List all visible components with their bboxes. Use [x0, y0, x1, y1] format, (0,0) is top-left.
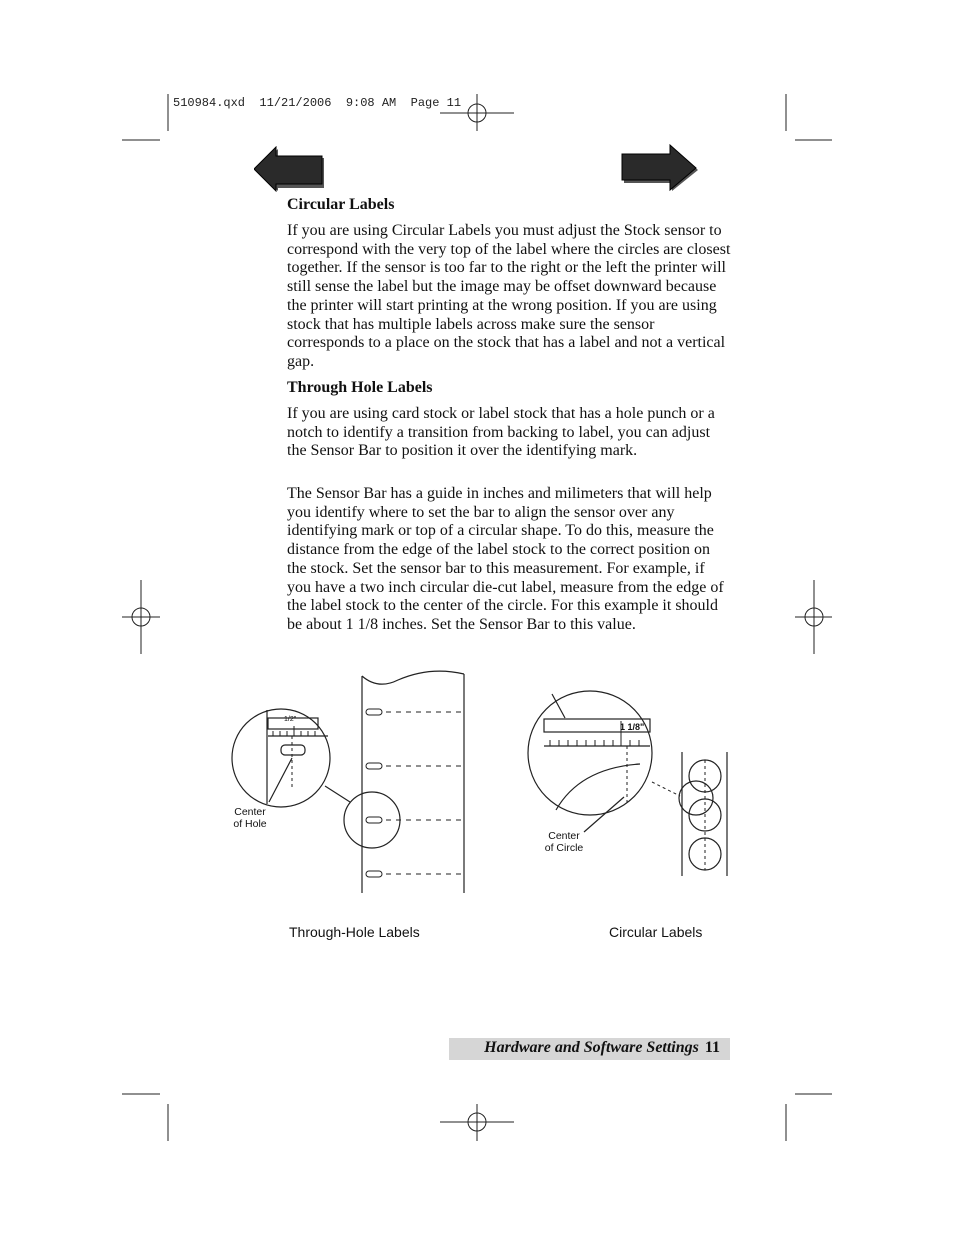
- left-arrow-icon[interactable]: [254, 146, 328, 192]
- caption-through-hole: Through-Hole Labels: [289, 924, 420, 940]
- callout-line-1: Center: [548, 830, 580, 842]
- footer-section-title: Hardware and Software Settings: [484, 1039, 699, 1056]
- right-arrow-icon[interactable]: [620, 144, 700, 192]
- center-of-hole-callout: [228, 806, 272, 830]
- right-ruler-label: 1 1/8": [620, 722, 645, 732]
- page-footer: [449, 1038, 730, 1060]
- paragraph-through-hole-1: If you are using card stock or label stock that has a hole punch or a notch to identify a transition from backing to label, you can adjust the Sensor Bar to position it over the identifying mark.: [287, 405, 715, 460]
- sensor-bar-figure: [228, 668, 738, 893]
- heading-through-hole-labels: Through Hole Labels: [287, 379, 433, 396]
- callout-line-2: of Hole: [233, 818, 267, 830]
- callout-line-2: of Circle: [544, 842, 584, 854]
- left-ruler-label: 1/2": [284, 716, 297, 723]
- paragraph-circular-labels: If you are using Circular Labels you must adjust the Stock sensor to correspond with the very top of the label where the circles are closest together. If the sensor is too far to the right or the left the printer will still sense the label but the image may be offset downward because the printer will start printing at the wrong position. If you are using stock that has multiple labels across make sure the sensor corresponds to a place on the stock that has a label and not a vertical gap.: [287, 222, 731, 370]
- print-slug: 510984.qxd 11/21/2006 9:08 AM Page 11: [173, 96, 462, 110]
- paragraph-through-hole-2: The Sensor Bar has a guide in inches and milimeters that will help you identify where to set the bar to align the sensor over any identifying mark or top of a circular shape. To do this, measure the distance from the edge of the label stock to the correct position on the stock. Set the sensor bar to this measurement. For example, if you have a two inch circular die-cut label, measure from the edge of the label stock to the center of the circle. For this example it should be about 1 1/8 inches. Set the Sensor Bar to this value.: [287, 485, 724, 633]
- footer-title-wrap: [484, 1039, 720, 1057]
- callout-line-1: Center: [234, 806, 266, 818]
- center-of-circle-callout: [540, 830, 588, 854]
- heading-circular-labels: Circular Labels: [287, 196, 395, 213]
- page-number: 11: [704, 1039, 720, 1056]
- caption-circular: Circular Labels: [609, 924, 703, 940]
